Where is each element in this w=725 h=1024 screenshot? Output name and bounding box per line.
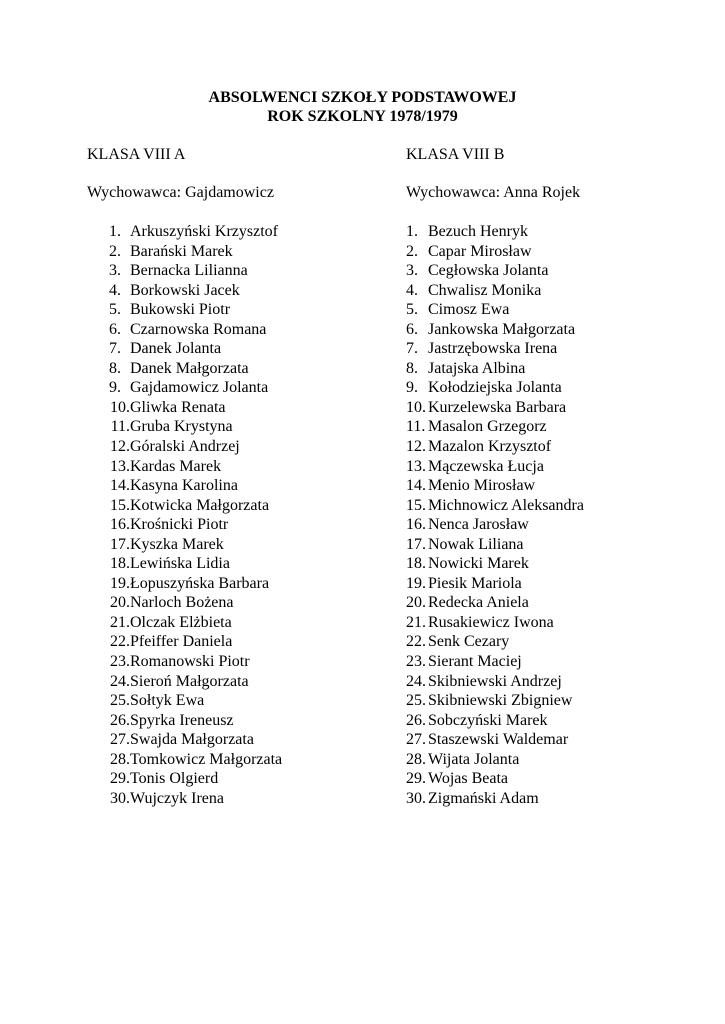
student-number: 17.	[110, 535, 130, 553]
list-item	[87, 398, 282, 418]
student-name: Jankowska Małgorzata	[428, 320, 576, 338]
student-name: Góralski Andrzej	[130, 438, 240, 456]
student-number: 25.	[110, 692, 130, 710]
list-item	[406, 535, 584, 555]
student-number: 16.	[406, 516, 426, 534]
student-number: 20.	[110, 594, 130, 612]
list-item	[406, 632, 584, 652]
student-name: Sołtyk Ewa	[130, 692, 205, 710]
list-item	[87, 593, 282, 613]
student-number: 28.	[110, 750, 130, 768]
list-item	[406, 515, 584, 535]
student-name: Gliwka Renata	[130, 398, 226, 416]
student-name: Gajdamowicz Jolanta	[130, 379, 269, 397]
student-number: 10.	[110, 398, 130, 416]
list-item	[87, 789, 282, 809]
student-name: Sobczyński Marek	[428, 711, 548, 729]
list-item	[406, 750, 584, 770]
list-item	[406, 769, 584, 789]
list-item	[406, 222, 584, 242]
list-item	[406, 496, 584, 516]
list-item	[406, 789, 584, 809]
student-name: Lewińska Lidia	[130, 555, 230, 573]
student-number: 12.	[406, 438, 426, 456]
list-item	[87, 515, 282, 535]
student-number: 9.	[109, 379, 121, 397]
student-name: Wijata Jolanta	[428, 750, 520, 768]
student-list-a	[87, 222, 282, 808]
student-number: 18.	[110, 555, 130, 573]
list-item	[87, 437, 282, 457]
student-name: Kyszka Marek	[130, 535, 224, 553]
student-number: 13.	[110, 457, 130, 475]
student-name: Swajda Małgorzata	[130, 731, 254, 749]
student-number: 21.	[110, 613, 130, 631]
student-name: Cegłowska Jolanta	[428, 262, 549, 280]
student-name: Romanowski Piotr	[130, 653, 250, 671]
student-number: 3.	[109, 262, 121, 280]
student-name: Mazalon Krzysztof	[428, 438, 552, 456]
list-item	[406, 476, 584, 496]
list-item	[87, 535, 282, 555]
student-name: Kołodziejska Jolanta	[428, 379, 562, 397]
list-item	[406, 613, 584, 633]
student-name: Skibniewski Zbigniew	[428, 692, 573, 710]
student-name: Zigmański Adam	[428, 789, 539, 807]
student-name: Nowak Liliana	[428, 535, 524, 553]
student-number: 2.	[109, 242, 121, 260]
list-item	[87, 750, 282, 770]
student-number: 26.	[110, 711, 130, 729]
teacher-b: Wychowawca: Anna Rojek	[406, 184, 581, 201]
student-number: 13.	[406, 457, 426, 475]
list-item	[406, 398, 584, 418]
list-item	[87, 769, 282, 789]
list-item	[87, 672, 282, 692]
list-item	[87, 613, 282, 633]
student-name: Senk Cezary	[428, 633, 510, 651]
list-item	[406, 711, 584, 731]
list-item	[406, 320, 584, 340]
list-item	[87, 320, 282, 340]
student-name: Bukowski Piotr	[130, 301, 231, 319]
student-number: 27.	[406, 731, 426, 749]
student-name: Kurzelewska Barbara	[428, 398, 567, 416]
list-item	[406, 437, 584, 457]
student-number: 22.	[406, 633, 426, 651]
student-number: 12.	[110, 438, 130, 456]
class-name-a: KLASA VIII A	[87, 146, 186, 163]
student-number: 3.	[406, 262, 418, 280]
student-list-b	[406, 222, 584, 808]
student-name: Krośnicki Piotr	[130, 516, 229, 534]
student-name: Masalon Grzegorz	[428, 418, 547, 436]
list-item	[406, 574, 584, 594]
student-name: Mączewska Łucja	[428, 457, 544, 475]
student-name: Narloch Bożena	[130, 594, 234, 612]
student-name: Staszewski Waldemar	[428, 731, 569, 749]
class-name-b: KLASA VIII B	[406, 146, 505, 163]
list-item	[406, 339, 584, 359]
list-item	[87, 730, 282, 750]
student-number: 11.	[110, 418, 130, 436]
student-number: 6.	[406, 320, 418, 338]
student-number: 14.	[110, 477, 130, 495]
student-name: Rusakiewicz Iwona	[428, 613, 554, 631]
student-number: 16.	[110, 516, 130, 534]
student-number: 9.	[406, 379, 418, 397]
list-item	[87, 417, 282, 437]
list-item	[87, 476, 282, 496]
document-title: ABSOLWENCI SZKOŁY PODSTAWOWEJ	[208, 89, 517, 106]
student-name: Kotwicka Małgorzata	[130, 496, 270, 514]
list-item	[87, 261, 282, 281]
list-item	[406, 242, 584, 262]
list-item	[87, 339, 282, 359]
list-item	[406, 261, 584, 281]
student-name: Skibniewski Andrzej	[428, 672, 562, 690]
student-number: 7.	[406, 340, 418, 358]
student-number: 6.	[109, 320, 121, 338]
student-name: Borkowski Jacek	[130, 281, 240, 299]
student-number: 7.	[109, 340, 121, 358]
list-item	[406, 652, 584, 672]
student-number: 21.	[406, 613, 426, 631]
document-subtitle: ROK SZKOLNY 1978/1979	[267, 108, 458, 125]
student-number: 28.	[406, 750, 426, 768]
student-number: 20.	[406, 594, 426, 612]
list-item	[87, 457, 282, 477]
student-name: Czarnowska Romana	[130, 320, 267, 338]
student-number: 2.	[406, 242, 418, 260]
student-number: 19.	[110, 574, 130, 592]
student-number: 24.	[110, 672, 130, 690]
student-name: Gruba Krystyna	[130, 418, 233, 436]
student-name: Olczak Elżbieta	[130, 613, 232, 631]
student-number: 27.	[110, 731, 130, 749]
list-item	[87, 496, 282, 516]
student-name: Redecka Aniela	[428, 594, 529, 612]
list-item	[87, 711, 282, 731]
student-name: Danek Jolanta	[130, 340, 222, 358]
student-number: 5.	[109, 301, 121, 319]
student-name: Wujczyk Irena	[130, 789, 224, 807]
student-number: 30.	[406, 789, 426, 807]
list-item	[406, 417, 584, 437]
student-name: Bernacka Lilianna	[130, 262, 248, 280]
list-item	[406, 730, 584, 750]
student-name: Wojas Beata	[428, 770, 509, 788]
list-item	[406, 457, 584, 477]
list-item	[87, 574, 282, 594]
list-item	[87, 652, 282, 672]
list-item	[87, 359, 282, 379]
student-name: Danek Małgorzata	[130, 359, 249, 377]
list-item	[406, 672, 584, 692]
list-item	[406, 378, 584, 398]
list-item	[87, 554, 282, 574]
student-name: Menio Mirosław	[428, 477, 536, 495]
student-name: Łopuszyńska Barbara	[130, 574, 270, 592]
student-name: Jatajska Albina	[428, 359, 526, 377]
student-number: 18.	[406, 555, 426, 573]
student-number: 15.	[406, 496, 426, 514]
student-number: 4.	[406, 281, 418, 299]
student-number: 8.	[406, 359, 418, 377]
list-item	[87, 281, 282, 301]
list-item	[406, 359, 584, 379]
student-number: 22.	[110, 633, 130, 651]
student-name: Piesik Mariola	[428, 574, 522, 592]
student-number: 5.	[406, 301, 418, 319]
list-item	[87, 378, 282, 398]
student-name: Nenca Jarosław	[428, 516, 529, 534]
list-item	[87, 222, 282, 242]
student-number: 4.	[109, 281, 121, 299]
student-name: Sierant Maciej	[428, 653, 522, 671]
list-item	[87, 691, 282, 711]
student-name: Bezuch Henryk	[428, 223, 528, 240]
student-name: Capar Mirosław	[428, 242, 532, 260]
list-item	[406, 554, 584, 574]
student-number: 17.	[406, 535, 426, 553]
student-number: 14.	[406, 477, 426, 495]
list-item	[406, 593, 584, 613]
student-number: 29.	[110, 770, 130, 788]
student-name: Tonis Olgierd	[130, 770, 219, 788]
list-item	[406, 300, 584, 320]
list-item	[406, 691, 584, 711]
student-name: Arkuszyński Krzysztof	[130, 223, 278, 240]
student-name: Tomkowicz Małgorzata	[130, 750, 283, 768]
student-name: Cimosz Ewa	[428, 301, 510, 319]
teacher-a: Wychowawca: Gajdamowicz	[87, 184, 274, 201]
list-item	[406, 281, 584, 301]
student-number: 8.	[109, 359, 121, 377]
list-item	[87, 242, 282, 262]
student-number: 25.	[406, 692, 426, 710]
student-number: 30.	[110, 789, 130, 807]
student-name: Pfeiffer Daniela	[130, 633, 233, 651]
student-number: 15.	[110, 496, 130, 514]
student-number: 29.	[406, 770, 426, 788]
student-number: 11.	[406, 418, 426, 436]
student-number: 24.	[406, 672, 426, 690]
student-number: 1.	[406, 223, 418, 240]
student-number: 10.	[406, 398, 426, 416]
student-name: Chwalisz Monika	[428, 281, 542, 299]
student-name: Barański Marek	[130, 242, 233, 260]
student-name: Kardas Marek	[130, 457, 222, 475]
student-name: Nowicki Marek	[428, 555, 529, 573]
student-number: 1.	[109, 223, 121, 240]
student-name: Kasyna Karolina	[130, 477, 238, 495]
student-name: Michnowicz Aleksandra	[428, 496, 584, 514]
student-name: Jastrzębowska Irena	[428, 340, 558, 358]
student-name: Spyrka Ireneusz	[130, 711, 234, 729]
student-number: 26.	[406, 711, 426, 729]
student-number: 23.	[406, 653, 426, 671]
list-item	[87, 632, 282, 652]
student-number: 19.	[406, 574, 426, 592]
student-number: 23.	[110, 653, 130, 671]
student-name: Sieroń Małgorzata	[130, 672, 249, 690]
list-item	[87, 300, 282, 320]
